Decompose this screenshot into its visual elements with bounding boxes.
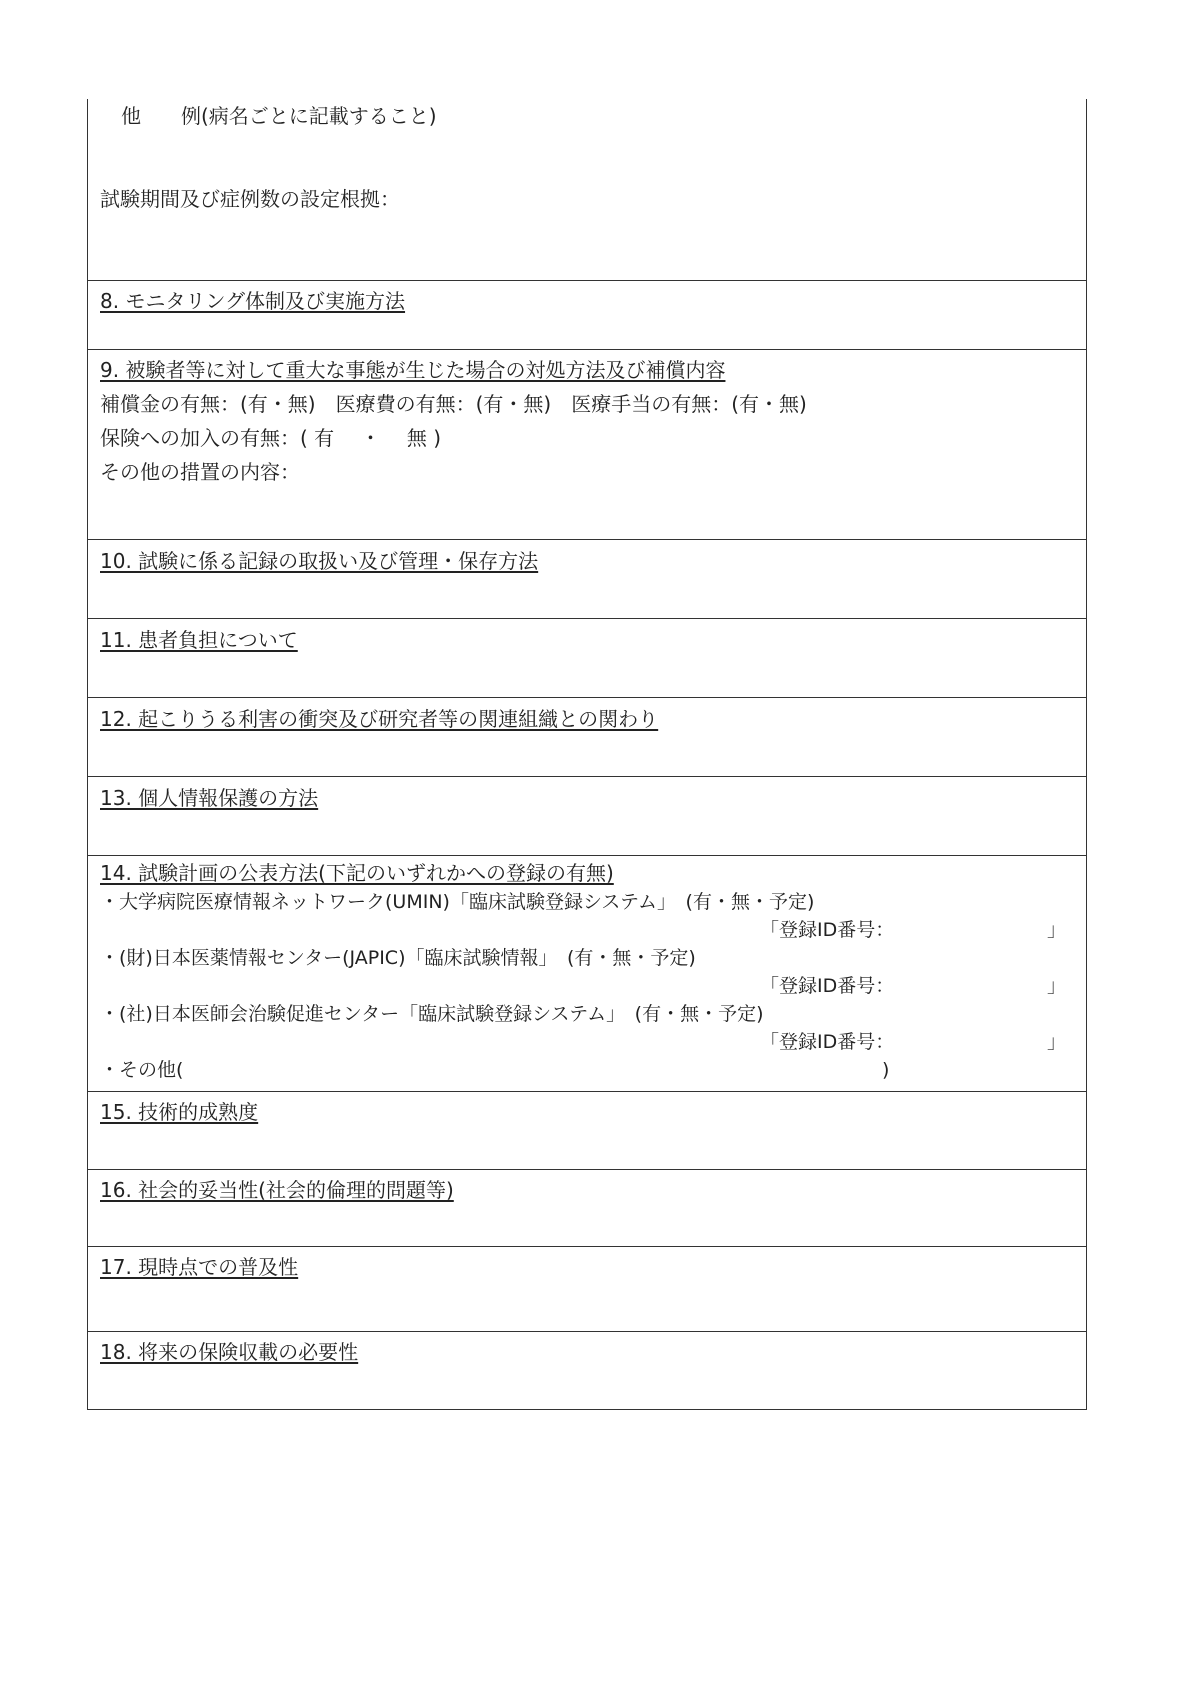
section-14 — [88, 855, 1086, 1091]
compensation-line: 補償金の有無：(有・無) 医療費の有無：(有・無) 医療手当の有無：(有・無) — [100, 392, 807, 416]
registry-japic: ・(財)日本医薬情報センター(JAPIC)「臨床試験情報」 (有・無・予定) — [100, 947, 696, 969]
other-measures-label: その他の措置の内容： — [100, 460, 300, 484]
reg-id-label: 「登録ID番号： — [760, 1031, 895, 1053]
registry-other-close: ) — [882, 1059, 890, 1081]
registry-other-open: ・その他( — [100, 1059, 184, 1081]
registry-japic-id — [100, 972, 1074, 1000]
reg-id-label: 「登録ID番号： — [760, 919, 895, 941]
reg-id-close: 」 — [1046, 975, 1066, 997]
registry-other — [100, 1056, 1074, 1084]
section-8-heading: 8. モニタリング体制及び実施方法 — [100, 289, 406, 313]
registry-umin: ・大学病院医療情報ネットワーク(UMIN)「臨床試験登録システム」 (有・無・予定) — [100, 891, 815, 913]
section-16-heading: 16. 社会的妥当性(社会的倫理的問題等) — [100, 1178, 454, 1202]
section-12-heading: 12. 起こりうる利害の衝突及び研究者等の関連組織との関わり — [100, 707, 659, 731]
section-17-heading: 17. 現時点での普及性 — [100, 1255, 299, 1279]
section-11 — [88, 618, 1086, 697]
section-15 — [88, 1091, 1086, 1169]
reg-id-label: 「登録ID番号： — [760, 975, 895, 997]
section-18 — [88, 1331, 1086, 1409]
section-11-heading: 11. 患者負担について — [100, 628, 298, 652]
section-9 — [88, 349, 1086, 539]
registry-jma: ・(社)日本医師会治験促進センター「臨床試験登録システム」 (有・無・予定) — [100, 1003, 764, 1025]
insurance-line: 保険への加入の有無：( 有 ・ 無 ) — [100, 426, 442, 450]
section-17 — [88, 1246, 1086, 1331]
other-cases-row: 他 例(病名ごとに記載すること) — [121, 104, 437, 128]
section-13 — [88, 776, 1086, 855]
registry-jma-id — [100, 1028, 1074, 1056]
basis-label: 試験期間及び症例数の設定根拠： — [100, 187, 400, 211]
section-14-heading: 14. 試験計画の公表方法(下記のいずれかへの登録の有無) — [100, 861, 614, 885]
registry-umin-id — [100, 916, 1074, 944]
section-10 — [88, 539, 1086, 618]
section-8 — [88, 280, 1086, 349]
application-form — [87, 99, 1087, 1410]
section-continuation — [88, 99, 1086, 280]
section-18-heading: 18. 将来の保険収載の必要性 — [100, 1340, 359, 1364]
section-9-heading: 9. 被験者等に対して重大な事態が生じた場合の対処方法及び補償内容 — [100, 358, 726, 382]
section-13-heading: 13. 個人情報保護の方法 — [100, 786, 319, 810]
section-12 — [88, 697, 1086, 776]
reg-id-close: 」 — [1046, 919, 1066, 941]
reg-id-close: 」 — [1046, 1031, 1066, 1053]
section-10-heading: 10. 試験に係る記録の取扱い及び管理・保存方法 — [100, 549, 539, 573]
section-16 — [88, 1169, 1086, 1246]
section-15-heading: 15. 技術的成熟度 — [100, 1100, 259, 1124]
